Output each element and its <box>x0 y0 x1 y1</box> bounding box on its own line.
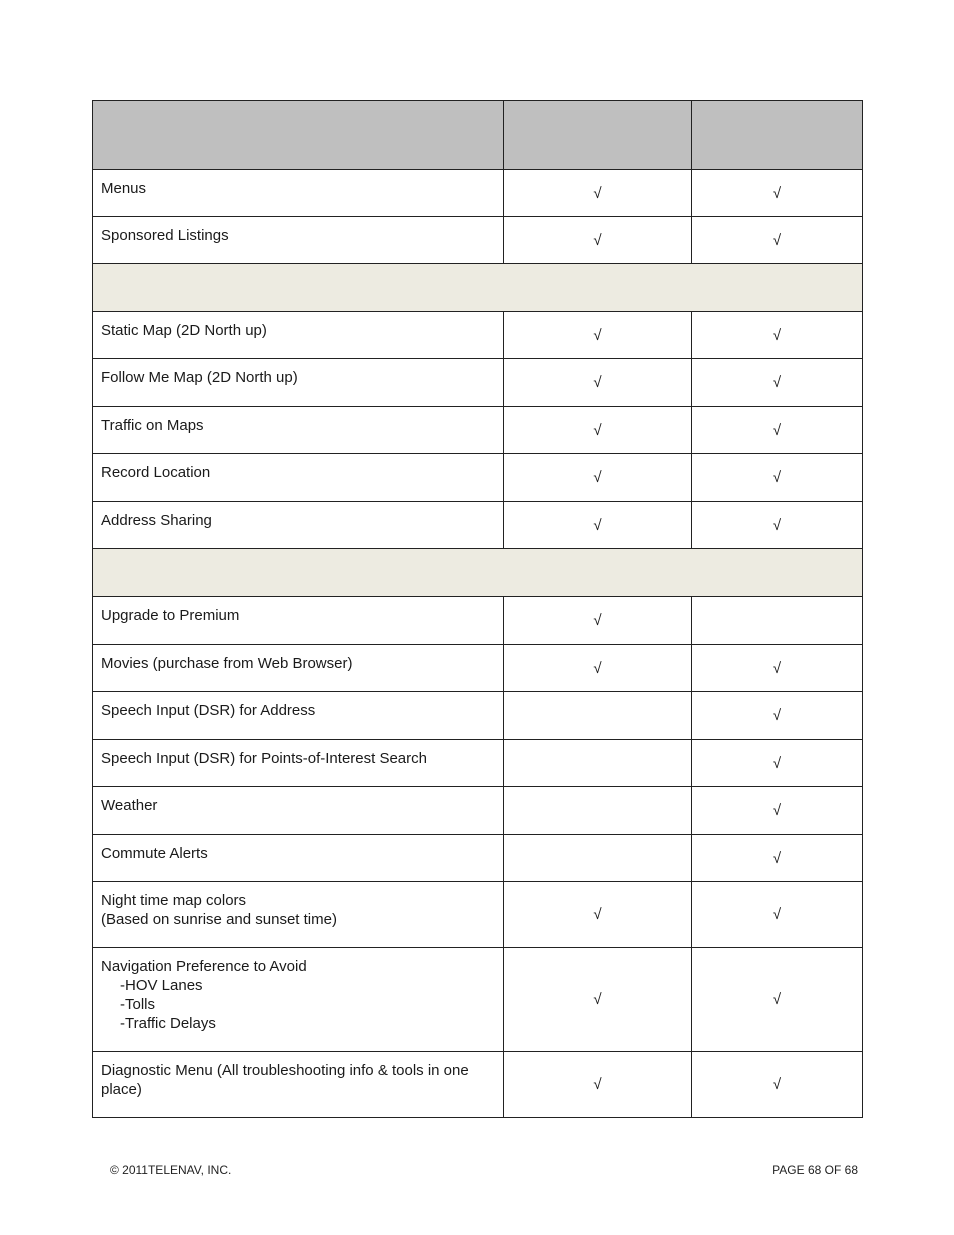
check-mark-col2: √ <box>504 170 692 217</box>
check-mark-col3: √ <box>692 787 863 835</box>
check-mark-col2: √ <box>504 312 692 359</box>
table-row <box>93 597 863 645</box>
header-cell-feature <box>93 101 504 170</box>
check-mark-col3: √ <box>692 312 863 359</box>
table-row <box>93 170 863 217</box>
feature-name: Speech Input (DSR) for Address <box>93 692 504 740</box>
table-row <box>93 217 863 264</box>
check-mark-col2 <box>504 692 692 740</box>
feature-name: Speech Input (DSR) for Points-of-Interest Search <box>93 740 504 787</box>
sub-item: -Tolls <box>120 996 156 1013</box>
table-row <box>93 882 863 948</box>
check-mark-col2: √ <box>504 597 692 645</box>
table-row <box>93 407 863 454</box>
check-mark-col3: √ <box>692 692 863 740</box>
table-row <box>93 454 863 502</box>
feature-name: Static Map (2D North up) <box>93 312 504 359</box>
feature-name: Record Location <box>93 454 504 502</box>
check-mark-col3: √ <box>692 1052 863 1118</box>
check-mark-col3: √ <box>692 948 863 1052</box>
section-divider-row <box>93 549 863 597</box>
table-row <box>93 1052 863 1118</box>
header-cell-col2 <box>504 101 692 170</box>
check-mark-col2: √ <box>504 948 692 1052</box>
footer-copyright: © 2011TELENAV, INC. <box>110 1163 232 1177</box>
check-mark-col2: √ <box>504 502 692 549</box>
feature-name: Weather <box>93 787 504 835</box>
table-row <box>93 502 863 549</box>
section-cell <box>93 549 863 597</box>
table-body <box>93 101 863 1118</box>
check-mark-col2: √ <box>504 407 692 454</box>
header-row <box>93 101 863 170</box>
check-mark-col3: √ <box>692 170 863 217</box>
check-mark-col3: √ <box>692 740 863 787</box>
feature-name: Traffic on Maps <box>93 407 504 454</box>
table-row <box>93 835 863 882</box>
feature-name: Follow Me Map (2D North up) <box>93 359 504 407</box>
feature-comparison-table <box>92 100 863 1118</box>
table-row <box>93 692 863 740</box>
table-row <box>93 312 863 359</box>
table-row <box>93 787 863 835</box>
feature-name: Night time map colors (Based on sunrise and sunset time) <box>93 882 504 948</box>
section-divider-row <box>93 264 863 312</box>
feature-name: Sponsored Listings <box>93 217 504 264</box>
check-mark-col3: √ <box>692 835 863 882</box>
feature-name: Address Sharing <box>93 502 504 549</box>
check-mark-col2: √ <box>504 217 692 264</box>
check-mark-col2: √ <box>504 359 692 407</box>
table-row <box>93 359 863 407</box>
feature-name: Menus <box>93 170 504 217</box>
check-mark-col2: √ <box>504 882 692 948</box>
check-mark-col2 <box>504 835 692 882</box>
check-mark-col3: √ <box>692 882 863 948</box>
feature-name: Movies (purchase from Web Browser) <box>93 645 504 692</box>
feature-name: Commute Alerts <box>93 835 504 882</box>
check-mark-col2 <box>504 787 692 835</box>
check-mark-col3: √ <box>692 217 863 264</box>
check-mark-col3: √ <box>692 645 863 692</box>
sub-item: -HOV Lanes <box>120 977 203 994</box>
check-mark-col2: √ <box>504 645 692 692</box>
sub-item: -Traffic Delays <box>120 1015 216 1032</box>
check-mark-col2: √ <box>504 454 692 502</box>
section-cell <box>93 264 863 312</box>
check-mark-col2 <box>504 740 692 787</box>
table-row <box>93 645 863 692</box>
feature-name: Diagnostic Menu (All troubleshooting info & tools in one place) <box>93 1052 504 1118</box>
table-row <box>93 740 863 787</box>
check-mark-col3: √ <box>692 359 863 407</box>
feature-name: Navigation Preference to Avoid -HOV Lanes -Tolls -Traffic Delays <box>93 948 504 1052</box>
check-mark-col3: √ <box>692 454 863 502</box>
check-mark-col3: √ <box>692 407 863 454</box>
check-mark-col3: √ <box>692 502 863 549</box>
check-mark-col2: √ <box>504 1052 692 1118</box>
check-mark-col3 <box>692 597 863 645</box>
footer-page-number: PAGE 68 OF 68 <box>772 1163 858 1177</box>
header-cell-col3 <box>692 101 863 170</box>
table-row <box>93 948 863 1052</box>
feature-name: Upgrade to Premium <box>93 597 504 645</box>
